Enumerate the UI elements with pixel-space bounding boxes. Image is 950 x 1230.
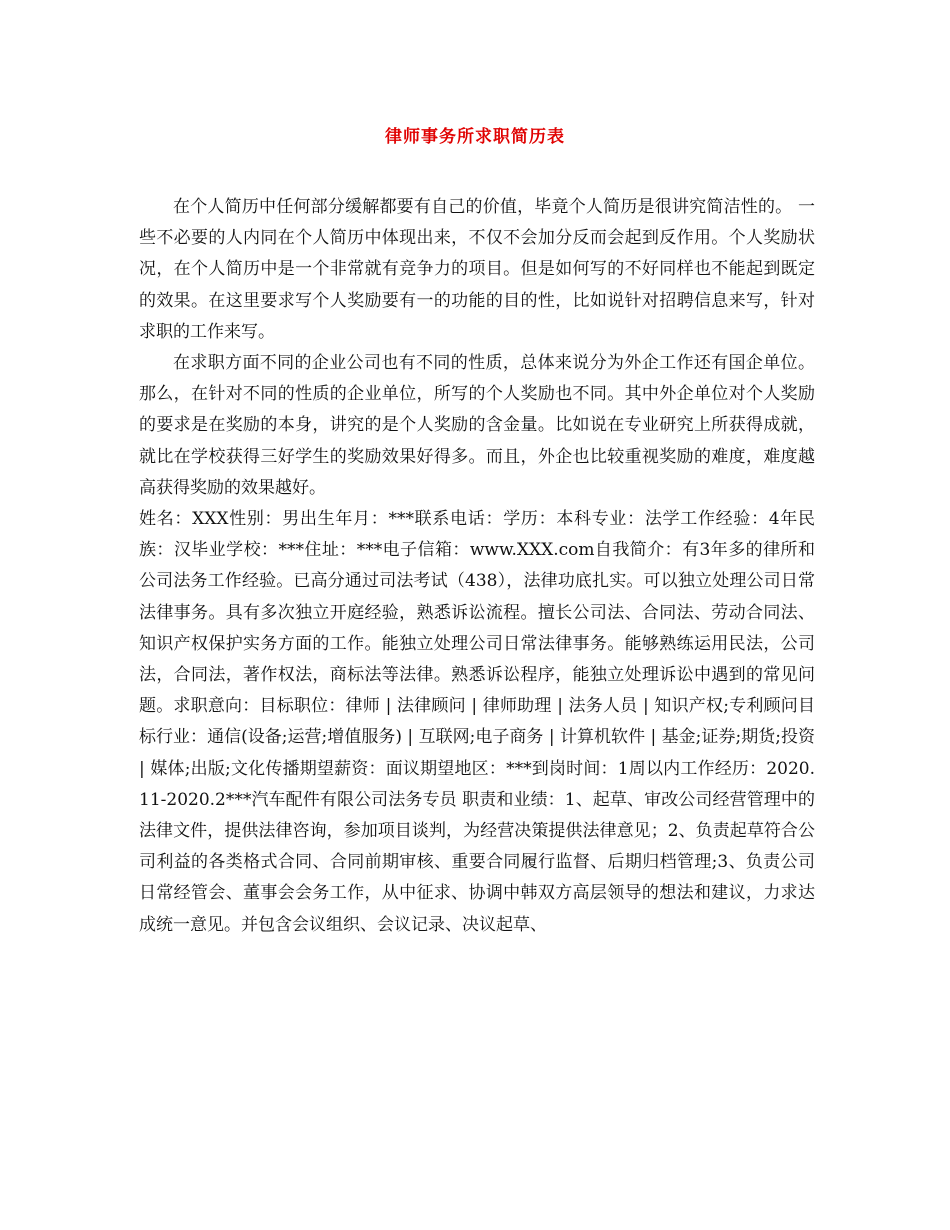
document-body <box>139 192 815 941</box>
paragraph-intro: 在个人简历中任何部分缓解都要有自己的价值，毕竟个人简历是很讲究简洁性的。 一些不必要的人内同在个人简历中体现出来，不仅不会加分反而会起到反作用。个人奖励状况，在个人简历中是一个非常就有竞争力的项目。但是如何写的不好同样也不能起到既定的效果。在这里要求写个人奖励要有一的功能的目的性，比如说针对招聘信息来写，针对求职的工作来写。 <box>139 197 815 342</box>
paragraph-company-types: 在求职方面不同的企业公司也有不同的性质，总体来说分为外企工作还有国企单位。那么，在针对不同的性质的企业单位，所写的个人奖励也不同。其中外企单位对个人奖励的要求是在奖励的本身，讲究的是个人奖励的含金量。比如说在专业研究上所获得成就，就比在学校获得三好学生的奖励效果好得多。而且，外企也比较重视奖励的难度，难度越高获得奖励的效果越好。 <box>139 353 815 498</box>
document-title: 律师事务所求职简历表 <box>385 127 565 147</box>
paragraph-resume-details: 姓名：XXX性别：男出生年月：***联系电话：学历：本科专业：法学工作经验：4年民族：汉毕业学校：***住址：***电子信箱：www.XXX.com自我简介：有3年多的律所和公司法务工作经验。已高分通过司法考试（438），法律功底扎实。可以独立处理公司日常法律事务。具有多次独立开庭经验，熟悉诉讼流程。擅长公司法、合同法、劳动合同法、知识产权保护实务方面的工作。能独立处理公司日常法律事务。能够熟练运用民法，公司法，合同法，著作权法，商标法等法律。熟悉诉讼程序，能独立处理诉讼中遇到的常见问题。求职意向：目标职位：律师 | 法律顾问 | 律师助理 | 法务人员 | 知识产权;专利顾问目标行业：通信(设备;运营;增值服务) | 互联网;电子商务 | 计算机软件 | 基金;证券;期货;投资 | 媒体;出版;文化传播期望薪资：面议期望地区：***到岗时间：1周以内工作经历：2020.11-2020.2***汽车配件有限公司法务专员 职责和业绩：1、起草、审改公司经营管理中的法律文件，提供法律咨询，参加项目谈判，为经营决策提供法律意见；2、负责起草符合公司利益的各类格式合同、合同前期审核、重要合同履行监督、后期归档管理;3、负责公司日常经管会、董事会会务工作，从中征求、协调中韩双方高层领导的想法和建议，力求达成统一意见。并包含会议组织、会议记录、决议起草、 <box>139 509 815 935</box>
